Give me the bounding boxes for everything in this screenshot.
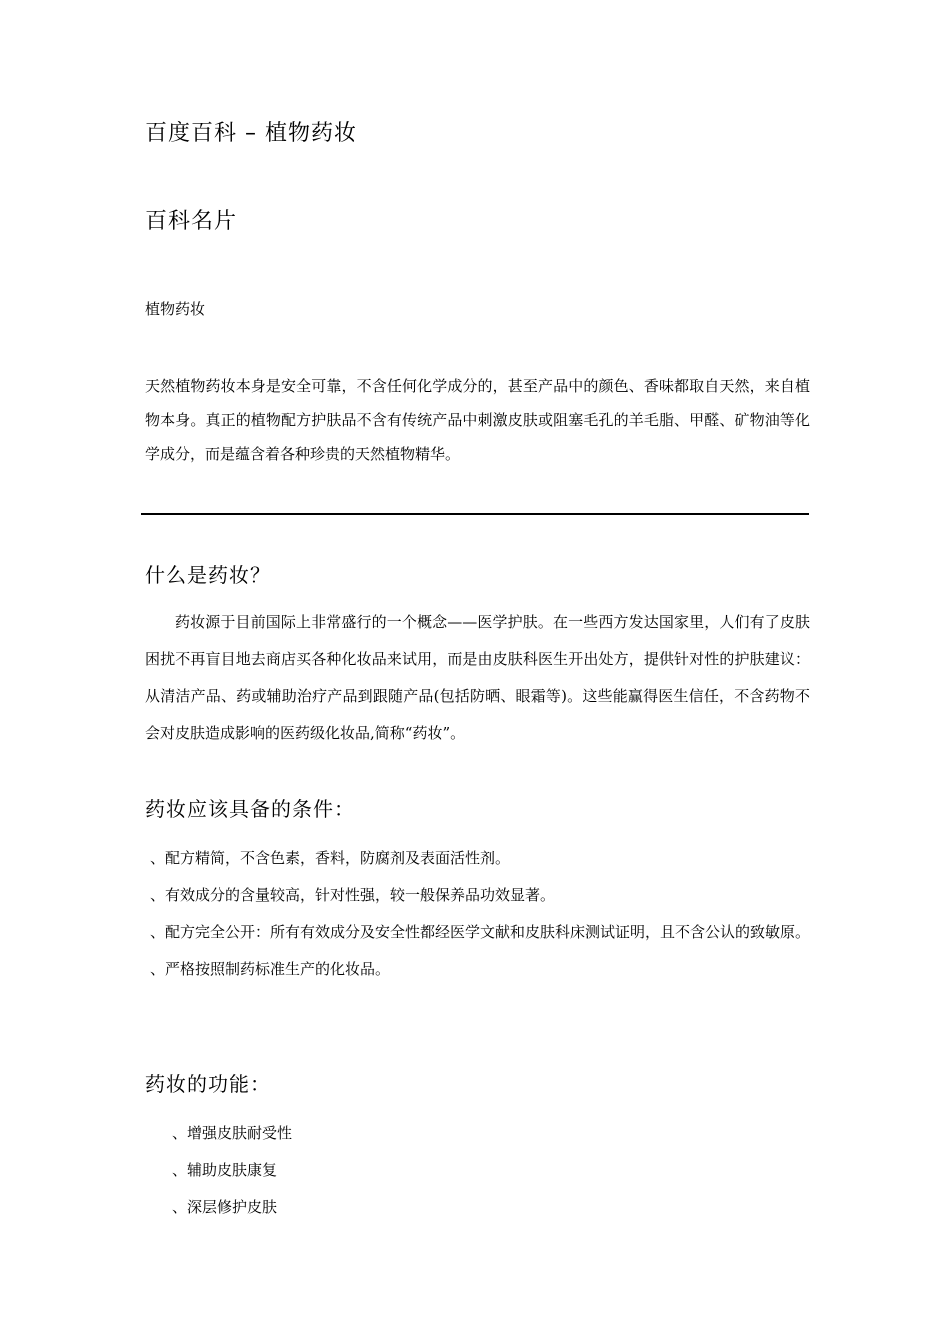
intro-paragraph: 天然植物药妆本身是安全可靠，不含任何化学成分的，甚至产品中的颜色、香味都取自天然，来自植物本身。真正的植物配方护肤品不含有传统产品中刺激皮肤或阻塞毛孔的羊毛脂、甲醛、矿物油等化学成分，而是蕴含着各种珍贵的天然植物精华。 <box>145 377 810 463</box>
list-item: 、严格按照制药标准生产的化妆品。 <box>150 960 391 978</box>
conditions-heading: 药妆应该具备的条件： <box>145 797 355 821</box>
what-is-paragraph: 药妆源于目前国际上非常盛行的一个概念——医学护肤。在一些西方发达国家里，人们有了皮肤困扰不再盲目地去商店买各种化妆品来试用，而是由皮肤科医生开出处方，提供针对性的护肤建议：从清洁产品、药或辅助治疗产品到跟随产品(包括防晒、眼霜等)。这些能赢得医生信任，不含药物不会对皮肤造成影响的医药级化妆品,简称“药妆”。 <box>145 613 810 742</box>
card-heading: 百科名片 <box>145 209 238 234</box>
list-item: 、深层修护皮肤 <box>172 1198 278 1216</box>
page-title: 百度百科 – 植物药妆 <box>145 121 357 146</box>
list-item: 、配方完全公开：所有有效成分及安全性都经医学文献和皮肤科床测试证明，且不含公认的致敏原。 <box>150 923 811 941</box>
term-name: 植物药妆 <box>145 300 206 318</box>
conditions-list <box>150 840 810 988</box>
what-is-heading: 什么是药妆？ <box>145 563 271 587</box>
list-item: 、辅助皮肤康复 <box>172 1161 278 1179</box>
list-item: 、有效成分的含量较高，针对性强，较一般保养品功效显著。 <box>150 886 556 904</box>
section-divider <box>141 513 809 515</box>
list-item: 、配方精简，不含色素，香料，防腐剂及表面活性剂。 <box>150 849 511 867</box>
functions-heading: 药妆的功能： <box>145 1072 271 1096</box>
list-item: 、增强皮肤耐受性 <box>172 1124 293 1142</box>
functions-list <box>172 1115 772 1226</box>
